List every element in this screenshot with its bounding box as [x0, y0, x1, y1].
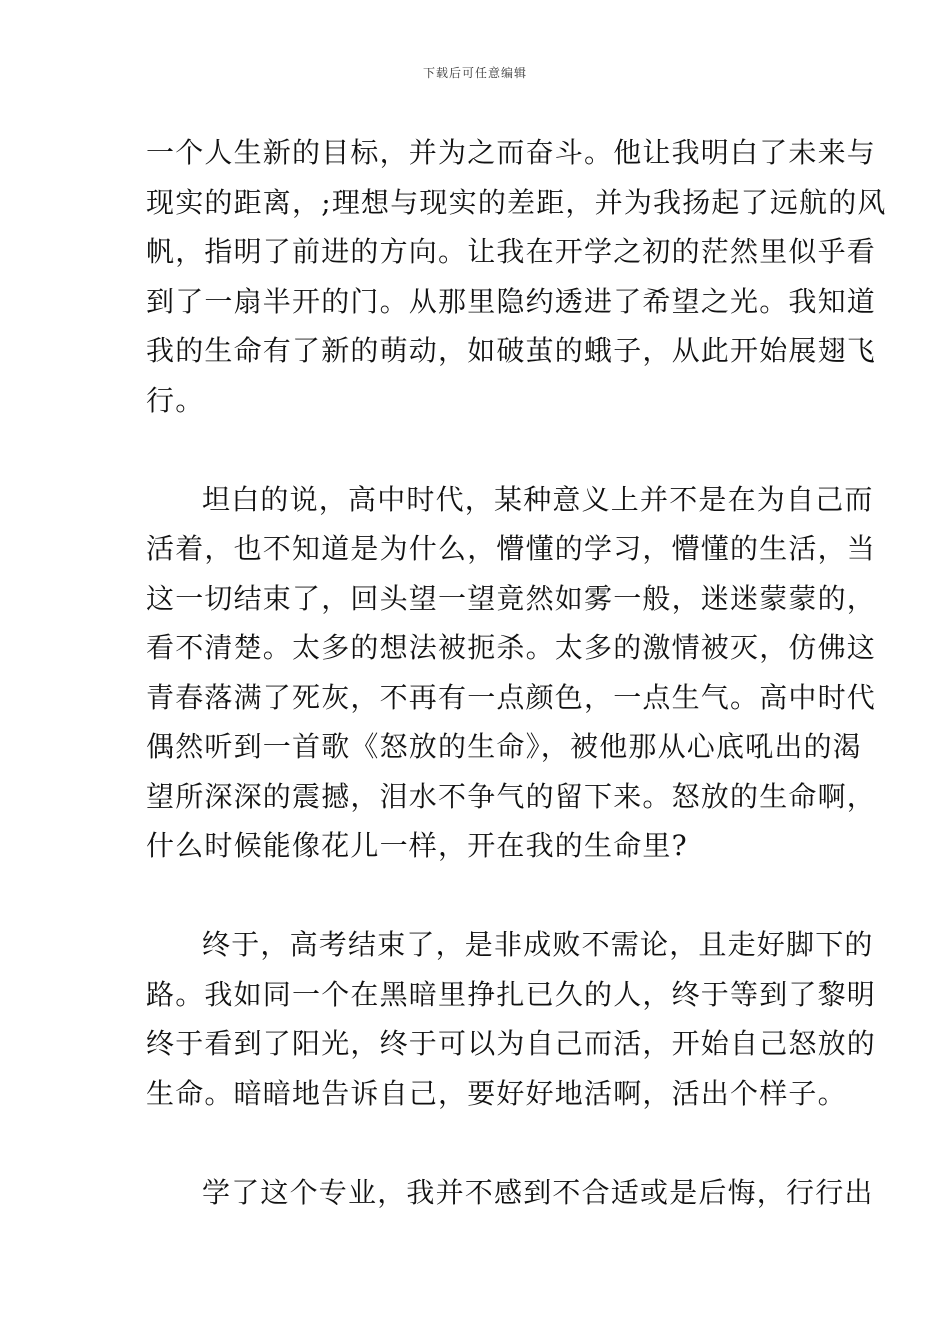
text-line: 路。我如同一个在黑暗里挣扎已久的人，终于等到了黎明: [146, 977, 877, 1011]
text-line: 看不清楚。太多的想法被扼杀。太多的激情被灭，仿佛这: [146, 631, 877, 664]
text-line: 偶然听到一首歌《怒放的生命》，被他那从心底吼出的渴: [146, 730, 863, 763]
text-line: 青春落满了死灰，不再有一点颜色，一点生气。高中时代: [146, 680, 877, 714]
paragraph-2: [146, 475, 877, 871]
paragraph-gap: [146, 871, 810, 921]
text-line: 终于，高考结束了，是非成败不需论，且走好脚下的: [202, 928, 874, 961]
text-line: 终于看到了阳光，终于可以为自己而活，开始自己怒放的: [146, 1027, 877, 1060]
document-body: [146, 128, 887, 1217]
text-line: 什么时候能像花儿一样，开在我的生命里?: [146, 829, 688, 862]
paragraph-gap: [146, 425, 810, 475]
text-line: 帆，指明了前进的方向。让我在开学之初的茫然里似乎看: [146, 235, 877, 268]
text-line: 我的生命有了新的萌动，如破茧的蛾子，从此开始展翅飞: [146, 334, 877, 367]
paragraph-1: [146, 128, 887, 425]
text-line: 活着，也不知道是为什么，懵懂的学习，懵懂的生活，当: [146, 532, 877, 565]
text-line: 望所深深的震撼，泪水不争气的留下来。怒放的生命啊，: [146, 779, 877, 813]
text-line: 到了一扇半开的门。从那里隐约透进了希望之光。我知道: [146, 284, 877, 318]
text-line: 坦白的说，高中时代，某种意义上并不是在为自己而: [202, 482, 874, 516]
text-line: 学了这个专业，我并不感到不合适或是后悔，行行出: [202, 1175, 874, 1209]
paragraph-3: [146, 920, 877, 1118]
text-line: 生命。暗暗地告诉自己，要好好地活啊，活出个样子。: [146, 1076, 847, 1110]
text-line: 这一切结束了，回头望一望竟然如雾一般，迷迷蒙蒙的，: [146, 581, 877, 615]
page-header: 下载后可任意编辑: [422, 66, 527, 80]
text-line: 行。: [146, 383, 205, 417]
paragraph-gap: [146, 1118, 810, 1168]
paragraph-4: [146, 1168, 874, 1218]
text-line: 一个人生新的目标，并为之而奋斗。他让我明白了未来与: [146, 136, 877, 169]
text-line: 现实的距离，;理想与现实的差距，并为我扬起了远航的风: [146, 185, 887, 219]
